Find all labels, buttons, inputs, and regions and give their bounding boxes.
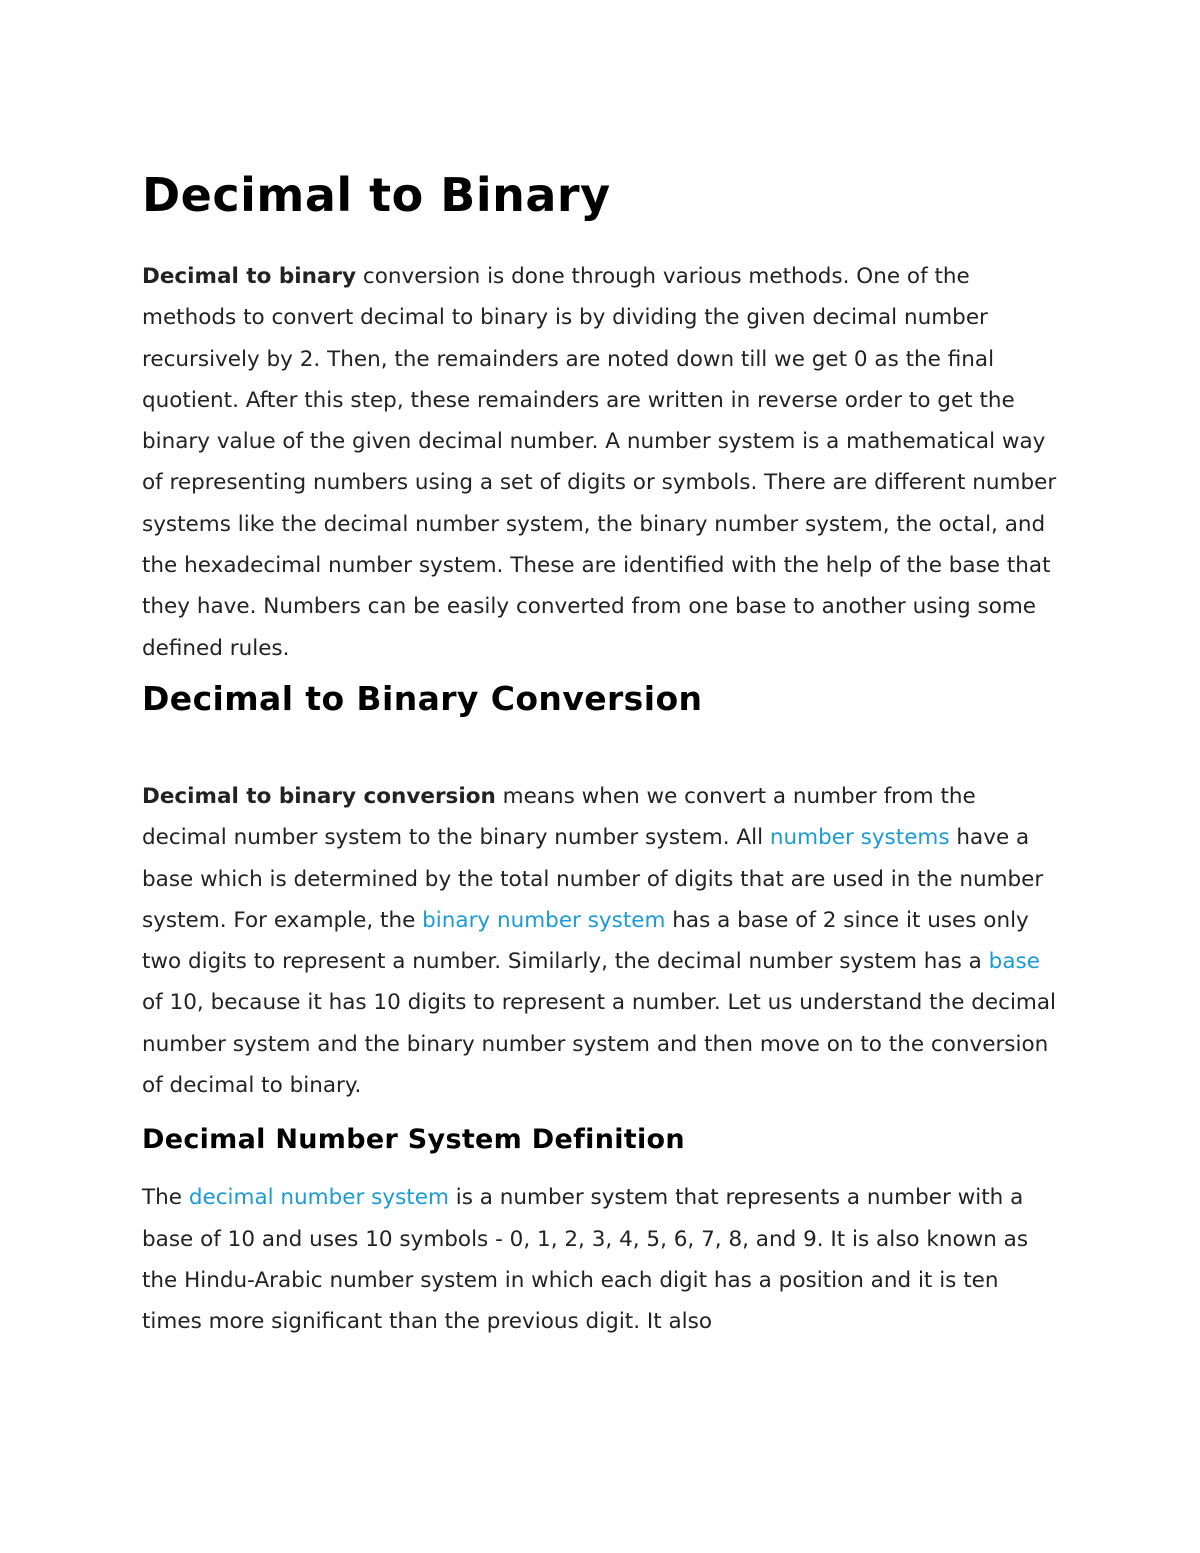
conversion-text-2: have a base which is determined by the total number of digits that are used in the number system. For example, the — [142, 825, 1044, 933]
definition-text-2: is a number system that represents a number with a base of 10 and uses 10 symbols - 0, 1, 2, 3, 4, 5, 6, 7, 8, and 9. It is also known as the Hindu-Arabic number system in which each digit has a position and it is ten times more significant than the previous digit. It also — [142, 1185, 1029, 1335]
base-link[interactable]: base — [988, 949, 1040, 975]
document-page — [142, 160, 1062, 1343]
page-title: Decimal to Binary — [142, 168, 611, 222]
intro-bold-lead: Decimal to binary — [142, 264, 357, 289]
conversion-text-1: means when we convert a number from the decimal number system to the binary number system. All — [142, 783, 976, 851]
intro-paragraph — [142, 256, 1062, 669]
conversion-text-4: of 10, because it has 10 digits to represent a number. Let us understand the decimal number system and the binary number system and then move on to the conversion of decimal to binary. — [142, 990, 1057, 1099]
conversion-bold-lead: Decimal to binary conversion — [142, 783, 496, 809]
conversion-heading: Decimal to Binary Conversion — [142, 678, 703, 718]
binary-number-system-link[interactable]: binary number system — [422, 907, 666, 933]
intro-text: conversion is done through various methods. One of the methods to convert decimal to binary is by dividing the given decimal number recursively by 2. Then, the remainders are noted down till we get 0 as the final quotient. After this step, these remainders are written in reverse order to get the binary value of the given decimal number. A number system is a mathematical way of representing numbers using a set of digits or symbols. There are different number systems like the decimal number system, the binary number system, the octal, and the hexadecimal number system. These are identified with the help of the base that they have. Numbers can be easily converted from one base to another using some defined rules. — [142, 264, 1057, 661]
decimal-definition-paragraph — [142, 1177, 1062, 1342]
decimal-number-system-link[interactable]: decimal number system — [188, 1185, 449, 1211]
number-systems-link[interactable]: number systems — [769, 825, 950, 851]
definition-text-1: The — [142, 1185, 189, 1211]
conversion-paragraph — [142, 776, 1062, 1106]
decimal-definition-heading: Decimal Number System Definition — [142, 1124, 685, 1156]
conversion-text-3: has a base of 2 since it uses only two digits to represent a number. Similarly, the decimal number system has a — [142, 907, 1029, 975]
